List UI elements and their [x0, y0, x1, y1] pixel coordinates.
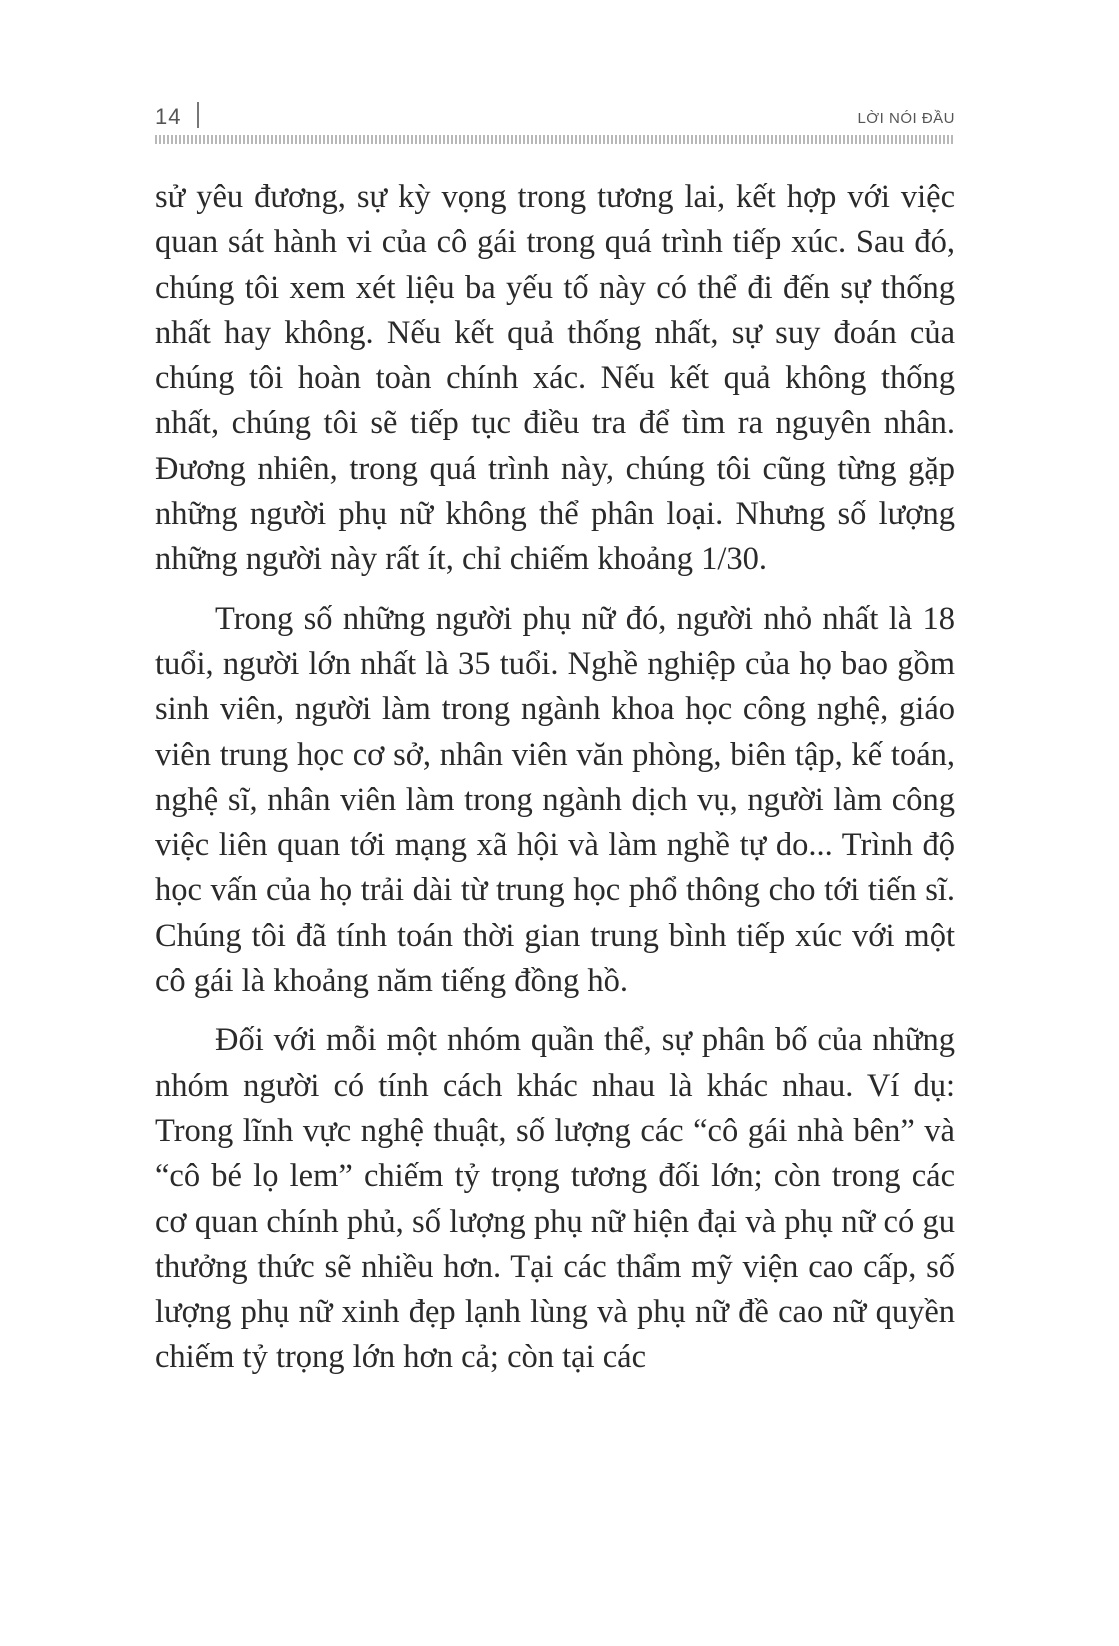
body-text	[155, 175, 955, 1395]
page-number: 14	[155, 104, 182, 129]
paragraph: Trong số những người phụ nữ đó, người nhỏ nhất là 18 tuổi, người lớn nhất là 35 tuổi. Nghề nghiệp của họ bao gồm sinh viên, người làm trong ngành khoa học công nghệ, giáo viên trung học cơ sở, nhân viên văn phòng, biên tập, kế toán, nghệ sĩ, nhân viên làm trong ngành dịch vụ, người làm công việc liên quan tới mạng xã hội và làm nghề tự do... Trình độ học vấn của họ trải dài từ trung học phổ thông cho tới tiến sĩ. Chúng tôi đã tính toán thời gian trung bình tiếp xúc với một cô gái là khoảng năm tiếng đồng hồ.	[155, 600, 955, 1000]
header-rule	[155, 135, 955, 144]
page-header	[155, 100, 955, 132]
header-separator	[197, 102, 199, 128]
running-title: LỜI NÓI ĐẦU	[857, 110, 955, 127]
paragraph: Đối với mỗi một nhóm quần thể, sự phân bố của những nhóm người có tính cách khác nhau là khác nhau. Ví dụ: Trong lĩnh vực nghệ thuật, số lượng các “cô gái nhà bên” và “cô bé lọ lem” chiếm tỷ trọng tương đối lớn; còn trong các cơ quan chính phủ, số lượng phụ nữ hiện đại và phụ nữ có gu thưởng thức sẽ nhiều hơn. Tại các thẩm mỹ viện cao cấp, số lượng phụ nữ xinh đẹp lạnh lùng và phụ nữ đề cao nữ quyền chiếm tỷ trọng lớn hơn cả; còn tại các	[155, 1022, 955, 1376]
paragraph-continuation: sử yêu đương, sự kỳ vọng trong tương lai, kết hợp với việc quan sát hành vi của cô gái trong quá trình tiếp xúc. Sau đó, chúng tôi xem xét liệu ba yếu tố này có thể đi đến sự thống nhất hay không. Nếu kết quả thống nhất, sự suy đoán của chúng tôi hoàn toàn chính xác. Nếu kết quả không thống nhất, chúng tôi sẽ tiếp tục điều tra để tìm ra nguyên nhân. Đương nhiên, trong quá trình này, chúng tôi cũng từng gặp những người phụ nữ không thể phân loại. Nhưng số lượng những người này rất ít, chỉ chiếm khoảng 1/30.	[155, 179, 955, 578]
